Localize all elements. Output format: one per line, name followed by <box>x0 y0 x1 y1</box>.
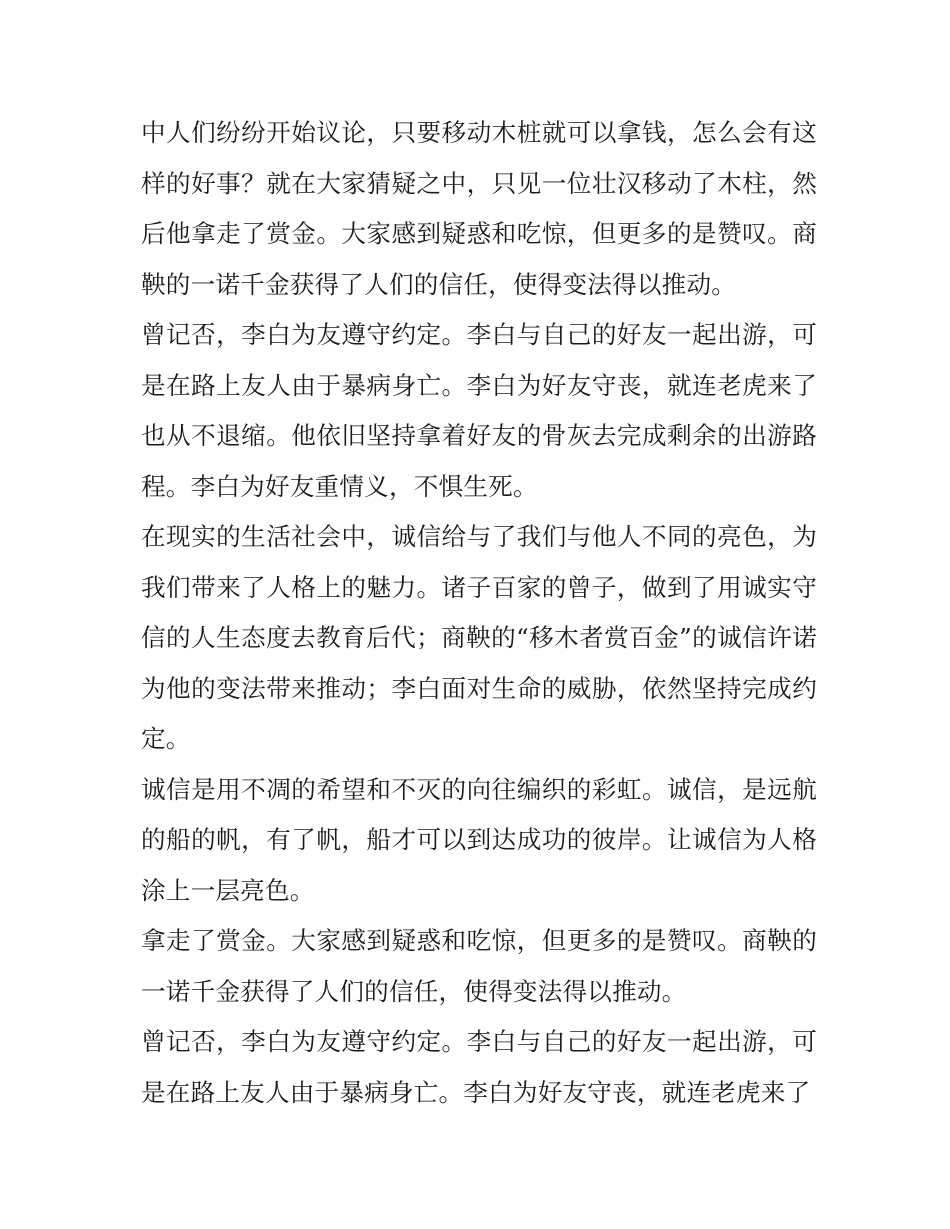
paragraph-li-bai-repeat: 曾记否，李白为友遵守约定。李白与自己的好友一起出游，可是在路上友人由于暴病身亡。李白为好友守丧，就连老虎来了 <box>141 1027 817 1107</box>
paragraph-shang-yang-repeat: 拿走了赏金。大家感到疑惑和吃惊，但更多的是赞叹。商鞅的一诺千金获得了人们的信任，使得变法得以推动。 <box>141 926 817 1006</box>
paragraph-integrity-rainbow: 诚信是用不凋的希望和不灭的向往编织的彩虹。诚信，是远航的船的帆，有了帆，船才可以到达成功的彼岸。让诚信为人格涂上一层亮色。 <box>141 774 817 905</box>
paragraph-integrity-in-society: 在现实的生活社会中，诚信给与了我们与他人不同的亮色，为我们带来了人格上的魅力。诸子百家的曾子，做到了用诚实守信的人生态度去教育后代；商鞅的“移木者赏百金”的诚信许诺为他的变法带来推动；李白面对生命的威胁，依然坚持完成约定。 <box>141 522 817 753</box>
paragraph-shang-yang-reward: 中人们纷纷开始议论，只要移动木桩就可以拿钱，怎么会有这样的好事？就在大家猜疑之中，只见一位壮汉移动了木柱，然后他拿走了赏金。大家感到疑惑和吃惊，但更多的是赞叹。商鞅的一诺千金获得了人们的信任，使得变法得以推动。 <box>141 118 817 299</box>
document-body <box>141 108 817 1118</box>
paragraph-li-bai-promise: 曾记否，李白为友遵守约定。李白与自己的好友一起出游，可是在路上友人由于暴病身亡。李白为好友守丧，就连老虎来了也从不退缩。他依旧坚持拿着好友的骨灰去完成剩余的出游路程。李白为好友重情义，不惧生死。 <box>141 320 817 501</box>
